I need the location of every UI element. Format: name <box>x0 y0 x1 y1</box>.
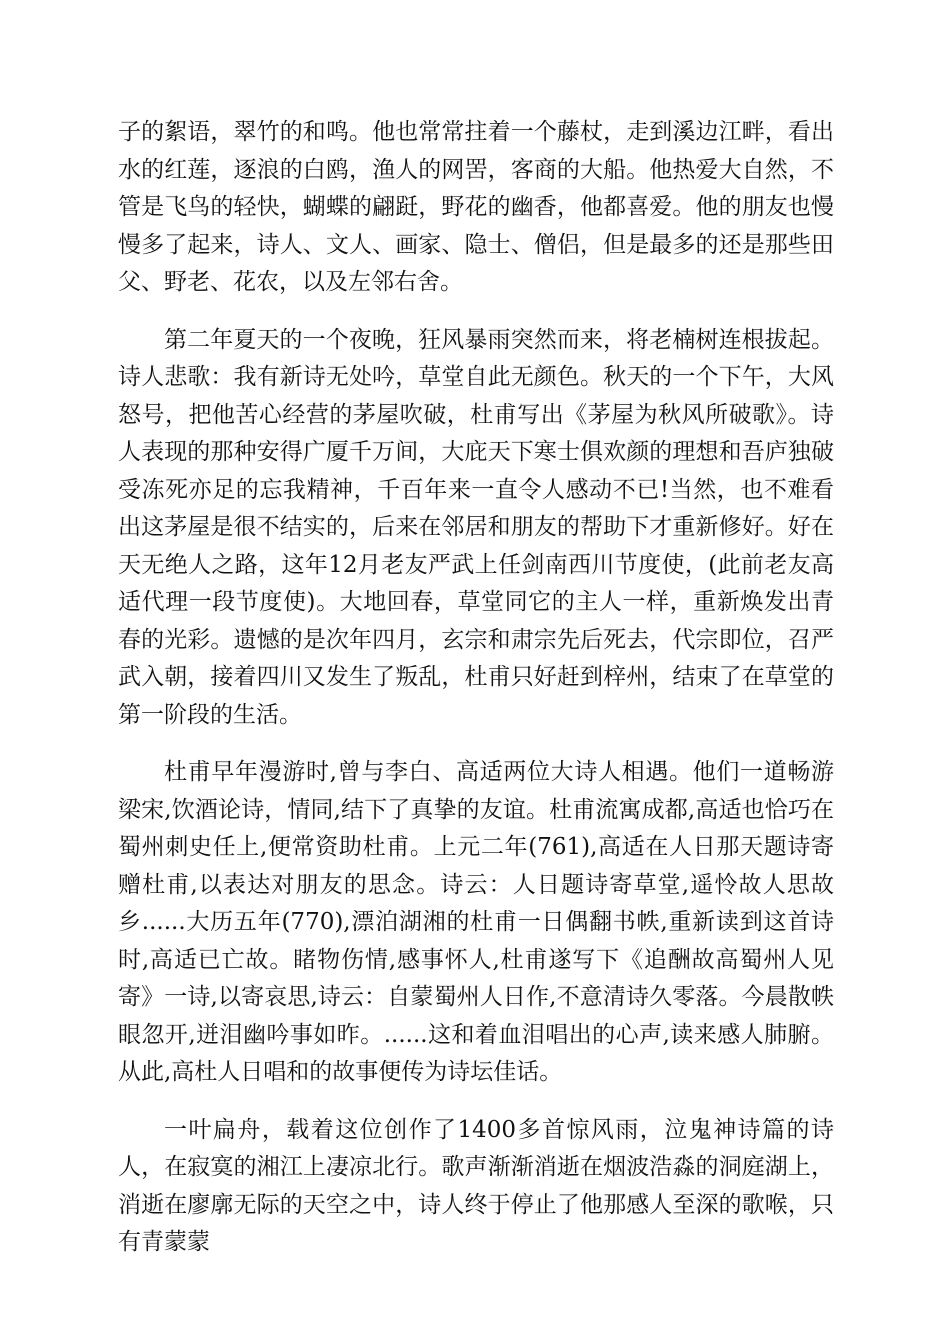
paragraph-4: 一叶扁舟，载着这位创作了1400多首惊风雨，泣鬼神诗篇的诗人，在寂寞的湘江上凄凉北行。歌声渐渐消逝在烟波浩淼的洞庭湖上，消逝在廖廓无际的天空之中，诗人终于停止了他那感人至深的歌喉，只有青蒙蒙 <box>118 1116 834 1255</box>
paragraph-2: 第二年夏天的一个夜晚，狂风暴雨突然而来，将老楠树连根拔起。诗人悲歌：我有新诗无处吟，草堂自此无颜色。秋天的一个下午，大风怒号，把他苦心经营的茅屋吹破，杜甫写出《茅屋为秋风所破歌》。诗人表现的那种安得广厦千万间，大庇天下寒士俱欢颜的理想和吾庐独破受冻死亦足的忘我精神，千百年来一直令人感动不已!当然，也不难看出这茅屋是很不结实的，后来在邻居和朋友的帮助下才重新修好。好在天无绝人之路，这年12月老友严武上任剑南西川节度使，(此前老友高适代理一段节度使)。大地回春，草堂同它的主人一样，重新焕发出青春的光彩。遗憾的是次年四月，玄宗和肃宗先后死去，代宗即位，召严武入朝，接着四川又发生了叛乱，杜甫只好赶到梓州，结束了在草堂的第一阶段的生活。 <box>118 326 834 728</box>
paragraph-3: 杜甫早年漫游时,曾与李白、高适两位大诗人相遇。他们一道畅游梁宋,饮酒论诗，情同,结下了真挚的友谊。杜甫流寓成都,高适也恰巧在蜀州刺史任上,便常资助杜甫。上元二年(761),高适在人日那天题诗寄赠杜甫,以表达对朋友的思念。诗云：人日题诗寄草堂,遥怜故人思故乡......大历五年(770),漂泊湖湘的杜甫一日偶翻书帙,重新读到这首诗时,高适已亡故。睹物伤情,感事怀人,杜甫遂写下《追酬故高蜀州人见寄》一诗,以寄哀思,诗云：自蒙蜀州人日作,不意清诗久零落。今晨散帙眼忽开,迸泪幽吟事如昨。......这和着血泪唱出的心声,读来感人肺腑。从此,高杜人日唱和的故事便传为诗坛佳话。 <box>118 759 834 1085</box>
document-page <box>118 114 834 1282</box>
paragraph-1: 子的絮语，翠竹的和鸣。他也常常拄着一个藤杖，走到溪边江畔，看出水的红莲，逐浪的白鸥，渔人的网罟，客商的大船。他热爱大自然，不管是飞鸟的轻快，蝴蝶的翩跹，野花的幽香，他都喜爱。他的朋友也慢慢多了起来，诗人、文人、画家、隐士、僧侣，但是最多的还是那些田父、野老、花农，以及左邻右舍。 <box>118 119 834 295</box>
